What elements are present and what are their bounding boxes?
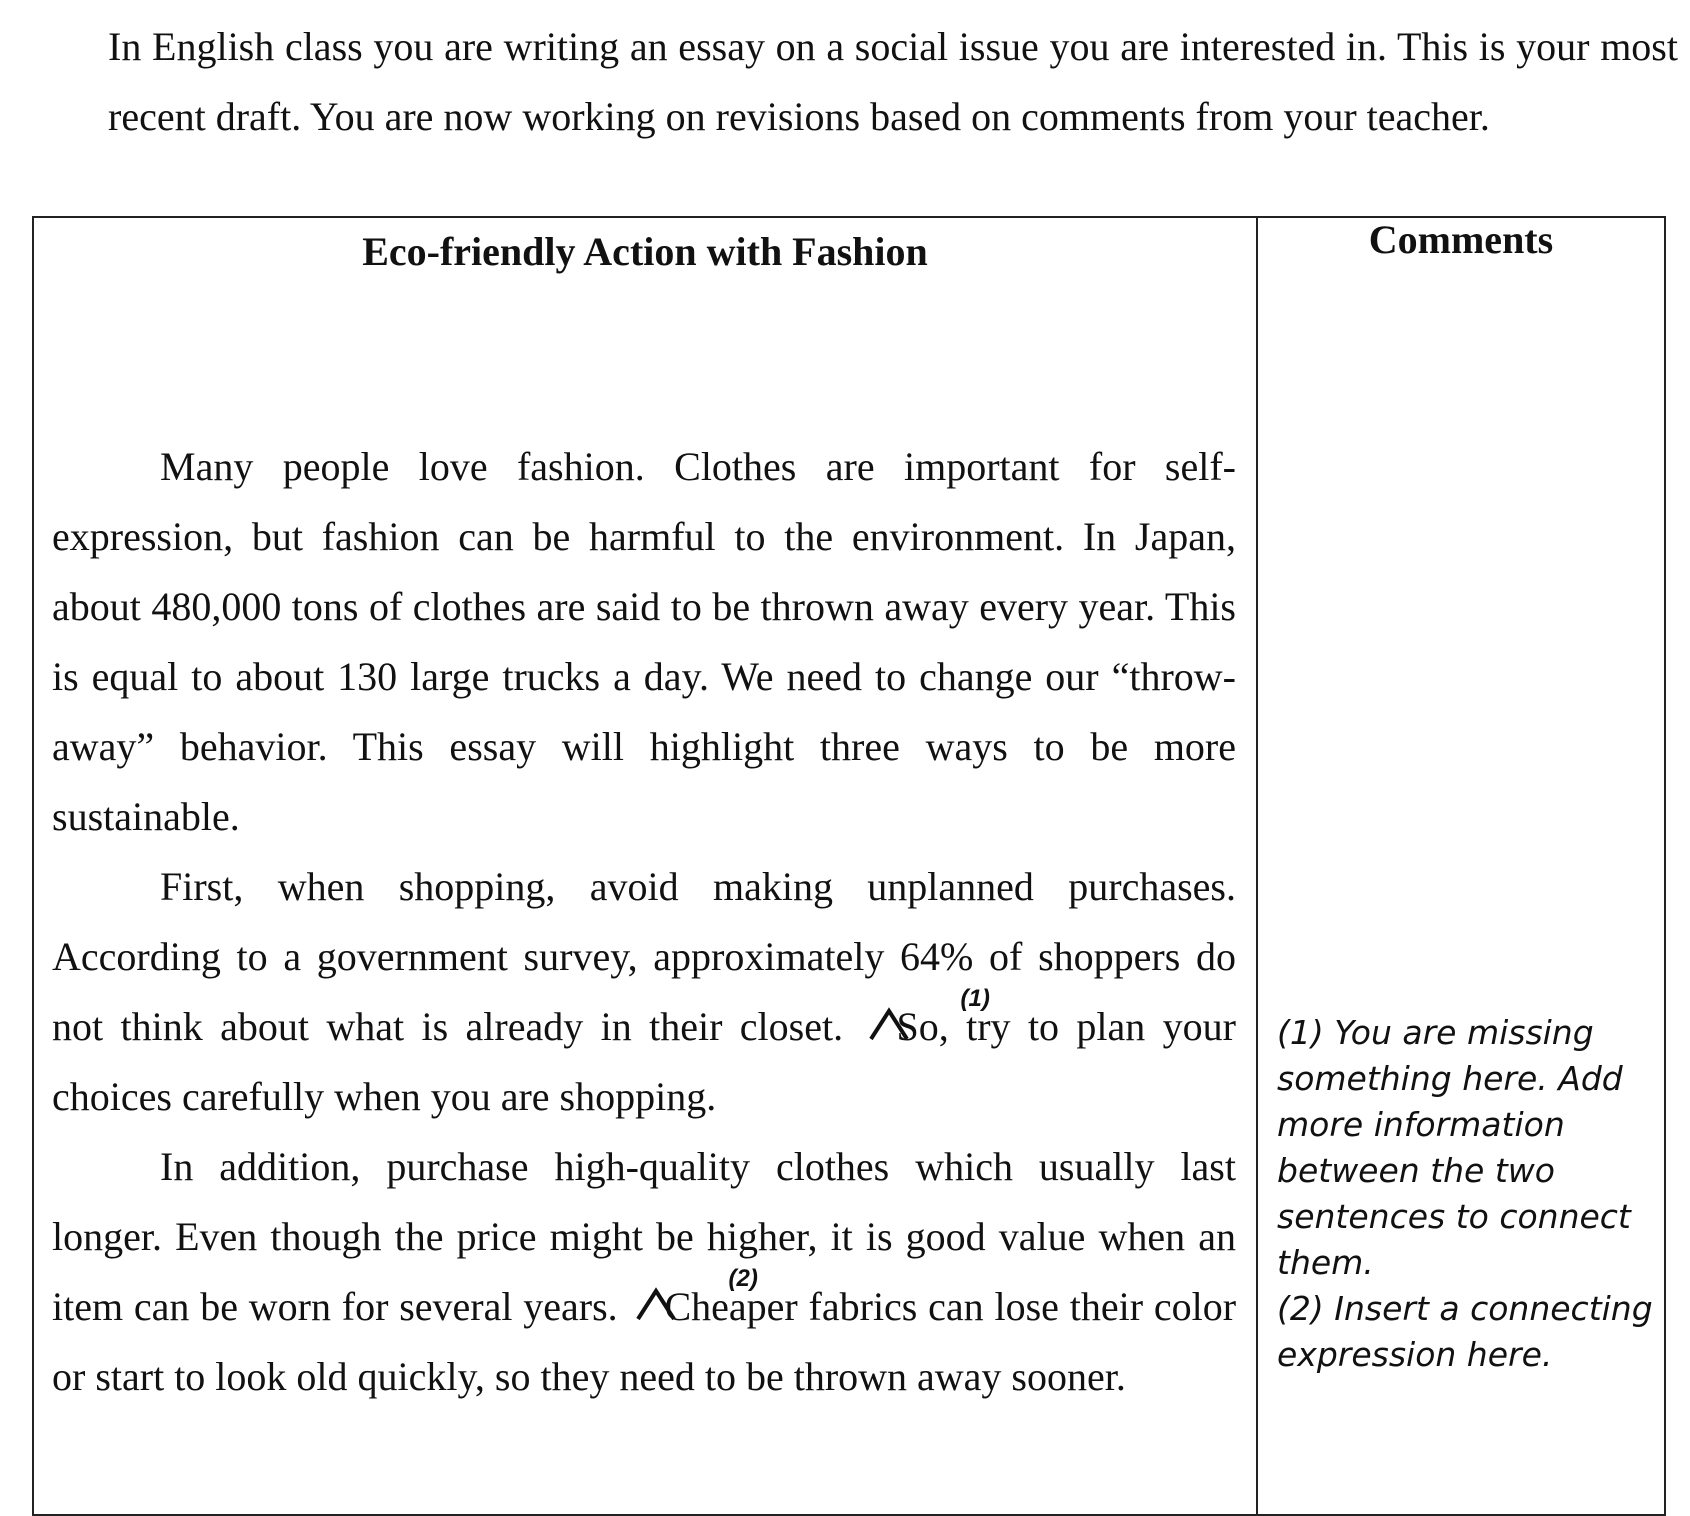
caret-icon [869,1007,909,1041]
paragraph-2-text-after: So, try to plan your choices carefully when you are shopping. [52,1004,1237,1119]
essay-paragraph-3 [52,1132,1236,1412]
essay-paragraph-2 [52,852,1236,1132]
caret-icon [636,1287,676,1321]
comments-heading: Comments [1368,217,1554,262]
paragraph-3-text-before: In addition, purchase high-quality clothes which usually last longer. Even though the price might be higher, it is good value when an item can be worn for several years. [52,1144,1236,1329]
essay-title: Eco-friendly Action with Fashion [362,229,928,274]
paragraph-2-text-before: First, when shopping, avoid making unplanned purchases. According to a government survey, approximately 64% of shoppers do not think about what is already in their closet. [52,864,1236,1049]
essay-body [52,432,1236,1412]
comment-2: (2) Insert a connecting expression here. [1277,1289,1653,1374]
essay-paragraph-1: Many people love fashion. Clothes are important for self-expression, but fashion can be harmful to the environment. In Japan, about 480,000 tons of clothes are said to be thrown away every year. This is equal to about 130 large trucks a day. We need to change our “throw-away” behavior. This essay will highlight three ways to be more sustainable. [52,444,1236,839]
insertion-marker-1-label: (1) [960,985,990,1012]
insertion-marker-1 [861,985,990,1040]
column-divider [1256,216,1258,1516]
paragraph-3-text-after: Cheaper fabrics can lose their color or start to look old quickly, so they need to be thrown away sooner. [52,1284,1237,1399]
insertion-marker-2 [628,1265,758,1320]
intro-text: In English class you are writing an essay on a social issue you are interested in. This is your most recent draft. You are now working on revisions based on comments from your teacher. [108,24,1678,139]
insertion-marker-2-label: (2) [728,1265,758,1292]
comment-1: (1) You are missing something here. Add more information between the two sentences to connect them. [1277,1013,1631,1282]
